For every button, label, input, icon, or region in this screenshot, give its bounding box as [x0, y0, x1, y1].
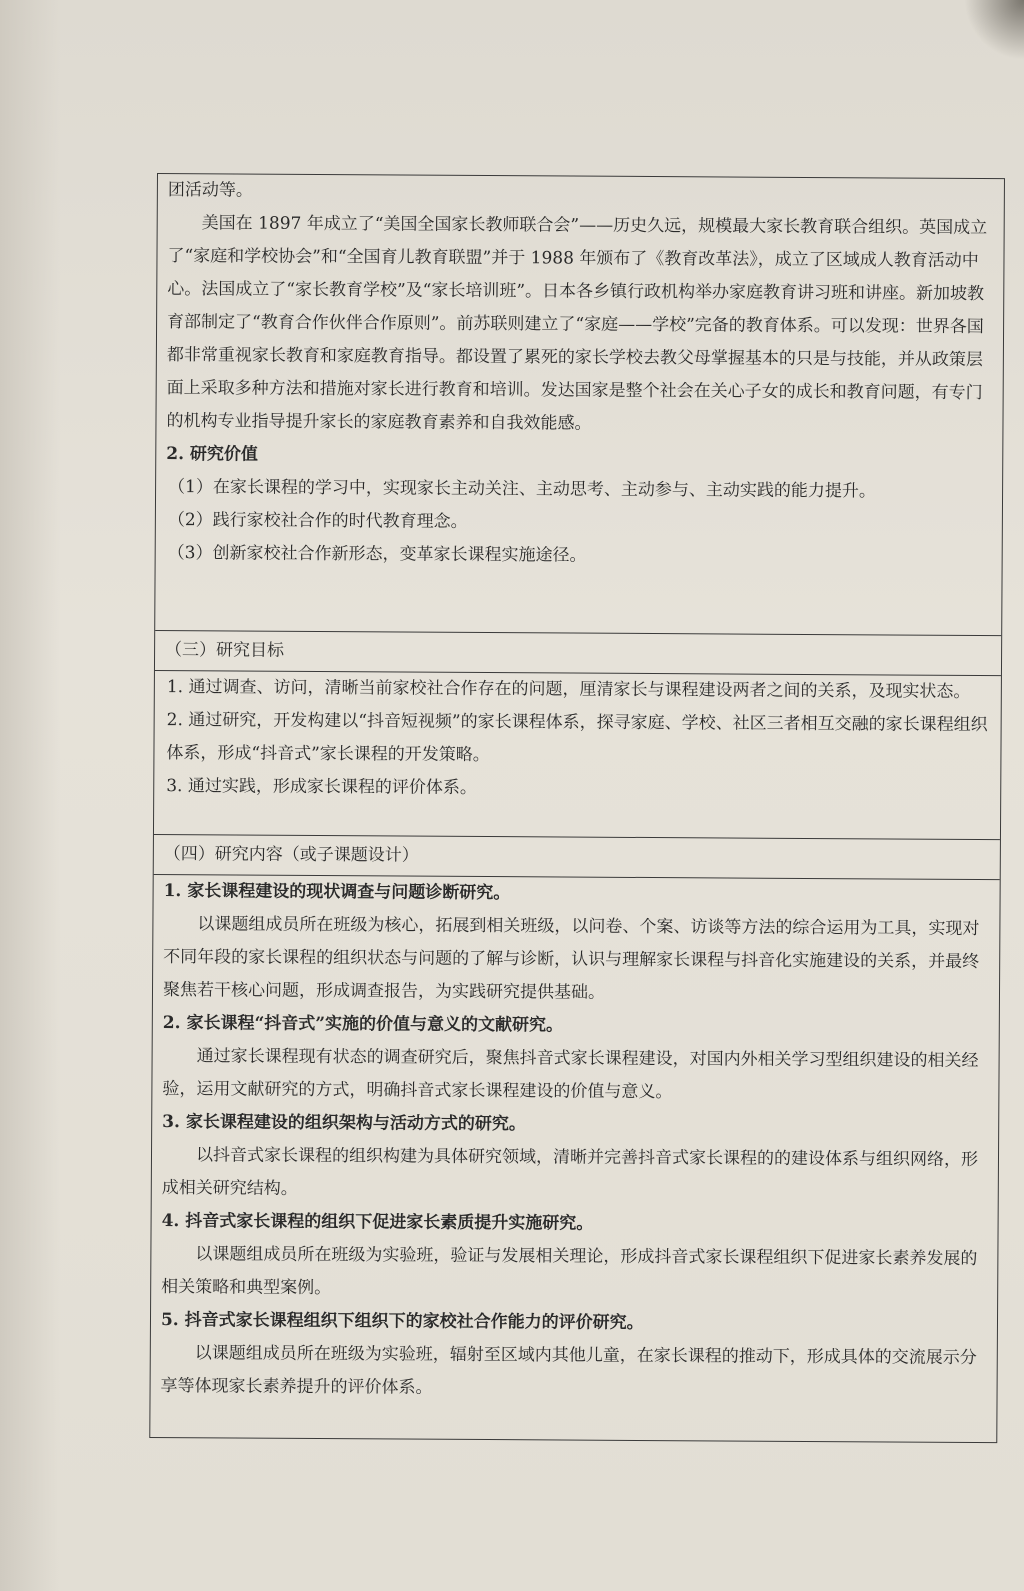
content-item-body: 以课题组成员所在班级为实验班，辐射至区域内其他儿童，在家长课程的推动下，形成具体的交流展示分享等体现家长素养提升的评价体系。 [160, 1343, 977, 1398]
content-item-title: 2. 家长课程“抖音式”实施的价值与意义的文献研究。 [162, 1013, 564, 1036]
research-goals-section [154, 671, 1001, 840]
content-item-title: 3. 家长课程建设的组织架构与活动方式的研究。 [162, 1112, 526, 1135]
page-corner-shadow [964, 0, 1024, 60]
value-item: （1）在家长课程的学习中，实现家长主动关注、主动思考、主动参与、主动实践的能力提升。 [168, 477, 876, 502]
goal-item: 1. 通过调查、访问，清晰当前家校社合作存在的问题，厘清家长与课程建设两者之间的关系，及现实状态。 [166, 677, 971, 702]
goal-item: 2. 通过研究，开发构建以“抖音短视频”的家长课程体系，探寻家庭、学校、社区三者相互交融的家长课程组织体系，形成“抖音式”家长课程的开发策略。 [166, 710, 988, 766]
value-item: （3）创新家校社合作新形态，变革家长课程实施途径。 [167, 543, 587, 566]
content-item-title: 5. 抖音式家长课程组织下组织下的家校社合作能力的评价研究。 [160, 1310, 644, 1333]
section-header-research-goals: （三）研究目标 [155, 630, 1001, 676]
content-item-title: 4. 抖音式家长课程的组织下促进家长素质提升实施研究。 [161, 1211, 594, 1234]
research-value-heading: 2. 研究价值 [166, 444, 259, 465]
content-item-title: 1. 家长课程建设的现状调查与问题诊断研究。 [163, 881, 511, 904]
page-edge-shadow [0, 0, 60, 1591]
research-content-section [150, 875, 999, 1440]
section-header-research-content: （四）研究内容（或子课题设计） [154, 834, 1000, 880]
content-item-body: 通过家长课程现有状态的调查研究后，聚焦抖音式家长课程建设，对国内外相关学习型组织建设的相关经验，运用文献研究的方式，明确抖音式家长课程建设的价值与意义。 [162, 1046, 979, 1103]
international-paragraph: 美国在 1897 年成立了“美国全国家长教师联合会”——历史久远，规模最大家长教育联合组织。英国成立了“家庭和学校协会”和“全国育儿教育联盟”并于 1988 年颁布了《教育改革法》，成立了区域成人教育活动中心。法国成立了“家长教育学校”及“家长培训班”。日本各乡镇行政机构举办家庭教育讲习班和讲座。新加坡教育部制定了“教育合作伙伴合作原则”。前苏联则建立了“家庭——学校”完备的教育体系。可以发现：世界各国都非常重视家长教育和家庭教育指导。都设置了累死的家长学校去教父母掌握基本的只是与技能，并从政策层面上采取多种方法和措施对家长进行教育和培训。发达国家是整个社会在关心子女的成长和教育问题，有专门的机构专业指导提升家长的家庭教育素养和自我效能感。 [166, 213, 988, 434]
form-table [149, 173, 1005, 1443]
background-section [155, 174, 1004, 635]
value-item: （2）践行家校社合作的时代教育理念。 [167, 510, 468, 532]
lead-text: 团活动等。 [167, 180, 253, 201]
content-item-body: 以课题组成员所在班级为实验班，验证与发展相关理论，形成抖音式家长课程组织下促进家长素养发展的相关策略和典型案例。 [161, 1244, 978, 1299]
goal-item: 3. 通过实践，形成家长课程的评价体系。 [166, 776, 477, 798]
content-item-body: 以抖音式家长课程的组织构建为具体研究领域，清晰并完善抖音式家长课程的的建设体系与组织网络，形成相关研究结构。 [161, 1145, 979, 1199]
content-item-body: 以课题组成员所在班级为核心，拓展到相关班级，以问卷、个案、访谈等方法的综合运用为工具，实现对不同年段的家长课程的组织状态与问题的了解与诊断，认识与理解家长课程与抖音化实施建设的关系，并最终聚焦若干核心问题，形成调查报告，为实践研究提供基础。 [162, 914, 980, 1003]
